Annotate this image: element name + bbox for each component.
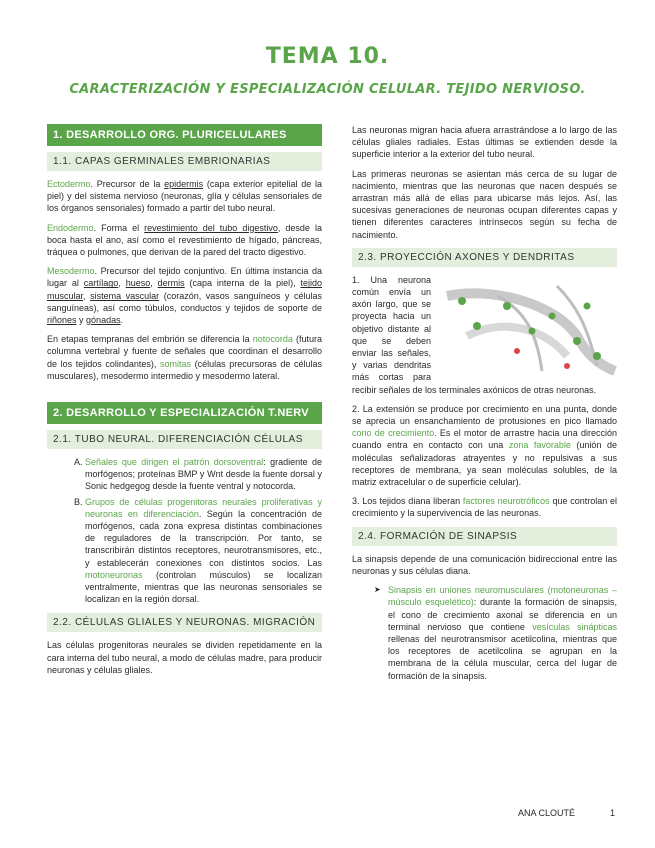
list-item-b-text: . Según la concentración de morfógenos, cada zona expresa distintas combinaciones de reguladores de la transcripción. Por tanto, se transcribirán distintos receptores, neurotransmisores, etc., y establecerán conexiones con distintos socios. Las bbox=[85, 508, 322, 568]
list-item bbox=[85, 496, 322, 606]
section-2-heading: 2. DESARROLLO Y ESPECIALIZACIÓN T.NERV bbox=[47, 402, 322, 424]
factores-neurotroficos-term: factores neurotróficos bbox=[462, 496, 550, 507]
ectodermo-text-b: (capa exterior epitelial de la piel) y del sistema nervioso (neuronas, glía y células sensoriales de los órganos sensoriales) formado a partir del tubo neural. bbox=[47, 179, 322, 214]
motoneuronas-term: motoneuronas bbox=[85, 569, 143, 580]
list-item bbox=[85, 456, 322, 493]
list-item-b-text-2: (controlan músculos) se localizan ventralmente, mientras que las neuronas sensoriales se localizan en la región dorsal. bbox=[85, 569, 322, 605]
projection-paragraph-1 bbox=[352, 274, 617, 396]
projection-paragraph-3 bbox=[352, 495, 617, 519]
meso-sistema-vascular: sistema vascular bbox=[90, 290, 160, 301]
mesodermo-text-a: . Precursor del tejido conjuntivo. En última instancia da lugar al bbox=[47, 266, 322, 289]
mesodermo-text-b: (capa interna de la piel), bbox=[184, 278, 301, 289]
meso-comma-3: , bbox=[83, 290, 91, 301]
endodermo-paragraph bbox=[47, 222, 322, 259]
vesiculas-term: vesículas sinápticas bbox=[532, 621, 618, 632]
migration-paragraph-2: Las primeras neuronas se asientan más cerca de su lugar de nacimiento, mientras que las neuronas que nacen después se arrastran más allá de ellas para ubicarse más lejos. Así, las sucesivas generaciones de neuronas ocupan diferentes capas y tienen diferentes caracteres intrínsecos según su fecha de nacimiento. bbox=[352, 168, 617, 240]
projection-paragraph-2 bbox=[352, 403, 617, 488]
cono-crecimiento-term: cono de crecimiento bbox=[352, 428, 435, 439]
meso-comma-2: , bbox=[150, 278, 158, 289]
footer-author: ANA CLOUTÉ bbox=[518, 808, 576, 818]
ectodermo-paragraph bbox=[47, 178, 322, 215]
mesodermo-text-d: y bbox=[76, 315, 87, 326]
ectodermo-term: Ectodermo bbox=[47, 179, 91, 189]
section-1-1-heading: 1.1. CAPAS GERMINALES EMBRIONARIAS bbox=[47, 152, 322, 171]
mesodermo-paragraph bbox=[47, 265, 322, 326]
meso-gonadas: gónadas bbox=[86, 315, 121, 326]
meso-hueso: hueso bbox=[125, 278, 151, 289]
section-1-heading: 1. DESARROLLO ORG. PLURICELULARES bbox=[47, 124, 322, 146]
projection-text-3a: 3. Los tejidos diana liberan bbox=[352, 496, 463, 507]
meso-comma-1: , bbox=[118, 278, 126, 289]
endodermo-text-a: . Forma el bbox=[93, 222, 145, 233]
meso-cartilago: cartílago bbox=[83, 278, 119, 289]
projection-text-2c: (unión de moléculas señalizadoras atrayentes y no repulsivas a sus receptores de membrana, ya sean moléculas solubles, de la matriz extracelular o de superficie celular). bbox=[352, 440, 617, 488]
projection-text-2b: . Es el motor de arrastre hacia una dirección cuando entra en contacto con una bbox=[352, 428, 617, 451]
notocorda-term: notocorda bbox=[252, 334, 293, 345]
etapas-text-c: (células precursoras de células musculares), mesodermo intermedio y mesodermo lateral. bbox=[47, 358, 323, 381]
ectodermo-underline: epidermis bbox=[164, 179, 204, 189]
projection-text-1: 1. Una neurona común envía un axón largo, que se proyecta hacia un objetivo distante al que se deben enviar las señales, y varias dendritas más cortas para recibir señales de los terminales axónicos de otras neuronas. bbox=[352, 274, 597, 395]
list-item-a-text: : gradiente de morfógenos; proteínas BMP y Wnt desde la fuente dorsal y Sonic hedgegog desde la fuente ventral y notocorda. bbox=[85, 457, 322, 492]
projection-text-3b: que controlan el crecimiento y la supervivencia de las neuronas. bbox=[352, 496, 618, 519]
meso-rinones: riñones bbox=[47, 315, 77, 326]
list-item bbox=[374, 584, 617, 682]
neuron-migration-figure bbox=[437, 276, 617, 376]
somitas-term: somitas bbox=[160, 358, 192, 369]
endodermo-text-b: , desde la boca hasta el ano, así como el revestimiento de hígado, páncreas, tráquea o pulmones, que derivan de la pared del tracto digestivo. bbox=[47, 222, 322, 258]
ectodermo-text-a: . Precursor de la bbox=[90, 179, 165, 189]
endodermo-term: Endodermo bbox=[47, 222, 94, 233]
sinapsis-text-a: : durante la formación de sinapsis, el cono de crecimiento axonal se diferencia en un terminal nervioso que contiene bbox=[388, 597, 618, 632]
zona-favorable-term: zona favorable bbox=[508, 440, 571, 451]
left-column bbox=[47, 124, 322, 683]
etapas-paragraph bbox=[47, 333, 322, 382]
migration-paragraph-1: Las neuronas migran hacia afuera arrastrándose a lo largo de las células gliales radiales. Estas últimas se extienden desde la superficie interior a la exterior del tubo neural. bbox=[352, 125, 617, 160]
section-2-1-heading: 2.1. TUBO NEURAL. DIFERENCIACIÓN CÉLULAS bbox=[47, 430, 322, 449]
meso-tejido-muscular: tejido muscular bbox=[47, 278, 322, 301]
etapas-text-a: En etapas tempranas del embrión se diferencia la bbox=[47, 334, 253, 345]
projection-text-2a: 2. La extensión se produce por crecimiento en una punta, donde se aprecia un ensanchamiento de protusiones en pico llamado bbox=[352, 403, 617, 427]
meso-dermis: dermis bbox=[157, 278, 185, 289]
right-column bbox=[352, 124, 617, 682]
page-subtitle: CARACTERIZACIÓN Y ESPECIALIZACIÓN CELULAR. TEJIDO NERVIOSO. bbox=[69, 82, 586, 97]
list-item-b-term: Grupos de células progenitoras neurales proliferativas y neuronas en diferenciación bbox=[85, 496, 322, 519]
endodermo-underline: revestimiento del tubo digestivo bbox=[144, 222, 278, 233]
section-2-3-heading: 2.3. PROYECCIÓN AXONES Y DENDRITAS bbox=[352, 248, 617, 267]
list-item-a-term: Señales que dirigen el patrón dorsoventral bbox=[85, 457, 264, 468]
etapas-text-b: (futura columna vertebral y fuente de señales que coordinan el desarrollo de los tejidos colindantes), bbox=[47, 334, 322, 369]
page-title: TEMA 10. bbox=[265, 44, 390, 69]
sinapsis-paragraph: La sinapsis depende de una comunicación bidireccional entre las neuronas y sus células diana. bbox=[352, 553, 617, 576]
section-2-4-heading: 2.4. FORMACIÓN DE SINAPSIS bbox=[352, 527, 617, 546]
glia-paragraph: Las células progenitoras neurales se dividen repetidamente en la cara interna del tubo neural, a modo de células madre, para producir neuronas y células gliales. bbox=[47, 640, 322, 675]
footer-page-number: 1 bbox=[610, 808, 616, 818]
sinapsis-uniones-term: Sinapsis en uniones neuromusculares (motoneuronas – músculo esquelético) bbox=[388, 585, 617, 608]
tubo-neural-list bbox=[47, 456, 322, 605]
mesodermo-term: Mesodermo bbox=[47, 266, 95, 277]
section-2-2-heading: 2.2. CÉLULAS GLIALES Y NEURONAS. MIGRACIÓN bbox=[47, 613, 322, 632]
sinapsis-list bbox=[352, 584, 617, 682]
mesodermo-text-e: . bbox=[120, 315, 124, 326]
mesodermo-text-c: (corazón, vasos sanguíneos y células sanguíneas), así como túbulos, conductos y tejidos de soporte de bbox=[47, 290, 322, 313]
sinapsis-text-b: rellenas del neurotransmisor acetilcolina, mientras que los receptores de acetilcolina se agrupan en la membrana de la célula muscular, cerca del lugar de formación de la sinapsis. bbox=[388, 633, 617, 681]
